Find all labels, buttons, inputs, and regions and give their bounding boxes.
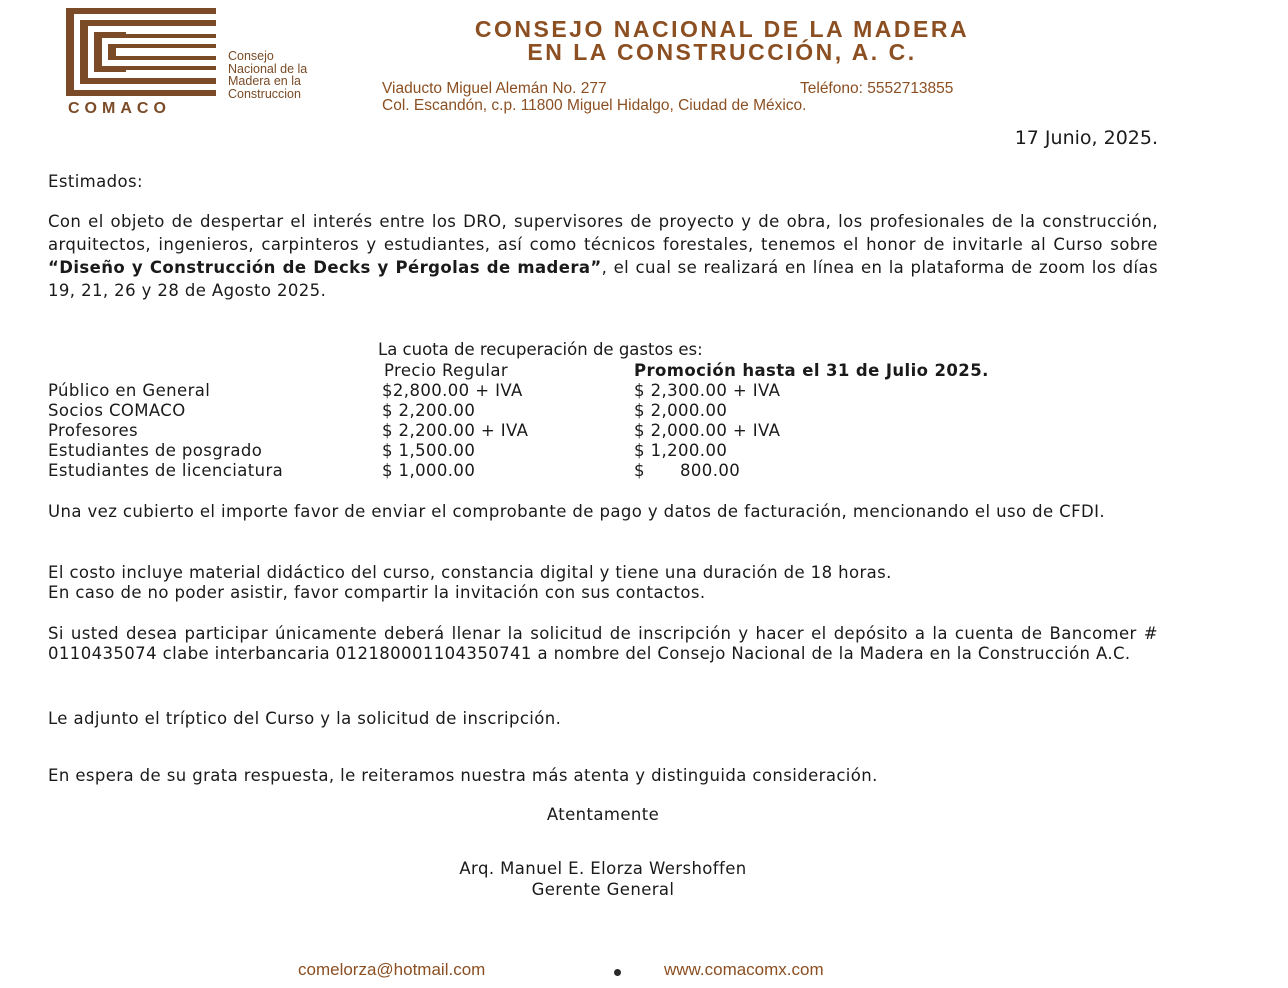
- fee-row: Estudiantes de posgrado $ 1,500.00 $ 1,200.00: [48, 441, 728, 460]
- fees-title: La cuota de recuperación de gastos es:: [378, 340, 703, 359]
- payment-paragraph: Una vez cubierto el importe favor de enviar el comprobante de pago y datos de facturación, mencionando el uso de CFDI.: [48, 502, 1105, 521]
- fee-row: Público en General $2,800.00 + IVA $ 2,300.00 + IVA: [48, 381, 781, 400]
- organization-title: CONSEJO NACIONAL DE LA MADERA EN LA CONSTRUCCIÓN, A. C.: [474, 16, 970, 65]
- includes-paragraph: El costo incluye material didáctico del curso, constancia digital y tiene una duración de 18 horas. En caso de no poder asistir, favor compartir la invitación con sus contactos.: [48, 563, 892, 602]
- organization-address: [382, 80, 954, 114]
- intro-paragraph: Con el objeto de despertar el interés entre los DRO, supervisores de proyecto y de obra, los profesionales de la construcción, arquitectos, ingenieros, carpinteros y estudiantes, así como técnicos forestales, tenemos el honor de invitarle al Curso sobre “Diseño y Construcción de Decks y Pérgolas de madera”, el cual se realizará en línea en la plataforma de zoom los días 19, 21, 26 y 28 de Agosto 2025.: [48, 212, 1158, 300]
- bullet-separator-icon: [614, 969, 621, 976]
- logo-wordmark: COMACO: [68, 100, 171, 117]
- fee-row: Profesores $ 2,200.00 + IVA $ 2,000.00 + IVA: [48, 421, 781, 440]
- deposit-paragraph: Si usted desea participar únicamente deberá llenar la solicitud de inscripción y hacer el depósito a la cuenta de Bancomer # 0110435074 clabe interbancaria 012180001104350741 a nombre del Consejo Nacional de la Madera en la Construcción A.C.: [48, 624, 1158, 663]
- phone-number: Teléfono: 5552713855: [800, 80, 954, 97]
- logo-mark-icon: [66, 8, 218, 100]
- logo-subtitle: Consejo Nacional de la Madera en la Construccion: [228, 49, 308, 101]
- greeting: Estimados:: [48, 172, 143, 191]
- attachment-line: Le adjunto el tríptico del Curso y la solicitud de inscripción.: [48, 709, 562, 728]
- col-regular-header: Precio Regular: [384, 361, 509, 380]
- address-line-1: Viaducto Miguel Alemán No. 277: [382, 80, 607, 97]
- fee-row: Estudiantes de licenciatura $ 1,000.00 $ 800.00: [48, 461, 741, 480]
- footer-email-link[interactable]: comelorza@hotmail.com: [298, 960, 486, 979]
- col-promo-header: Promoción hasta el 31 de Julio 2025.: [634, 361, 989, 380]
- fee-row: Socios COMACO $ 2,200.00 $ 2,000.00: [48, 401, 728, 420]
- signer-role: Gerente General: [531, 880, 675, 899]
- salutation: Atentamente: [546, 805, 660, 824]
- fees-header-row: [48, 361, 1158, 381]
- signer-name: Arq. Manuel E. Elorza Wershoffen: [459, 859, 747, 878]
- footer-website-link[interactable]: www.comacomx.com: [664, 960, 824, 979]
- comaco-logo: [66, 8, 221, 117]
- address-line-2: Col. Escandón, c.p. 11800 Miguel Hidalgo, Ciudad de México.: [382, 97, 807, 114]
- closing-line: En espera de su grata respuesta, le reiteramos nuestra más atenta y distinguida consideración.: [48, 766, 878, 785]
- course-name: “Diseño y Construcción de Decks y Pérgolas de madera”: [48, 258, 602, 277]
- letter-date: 17 Junio, 2025.: [1014, 127, 1158, 149]
